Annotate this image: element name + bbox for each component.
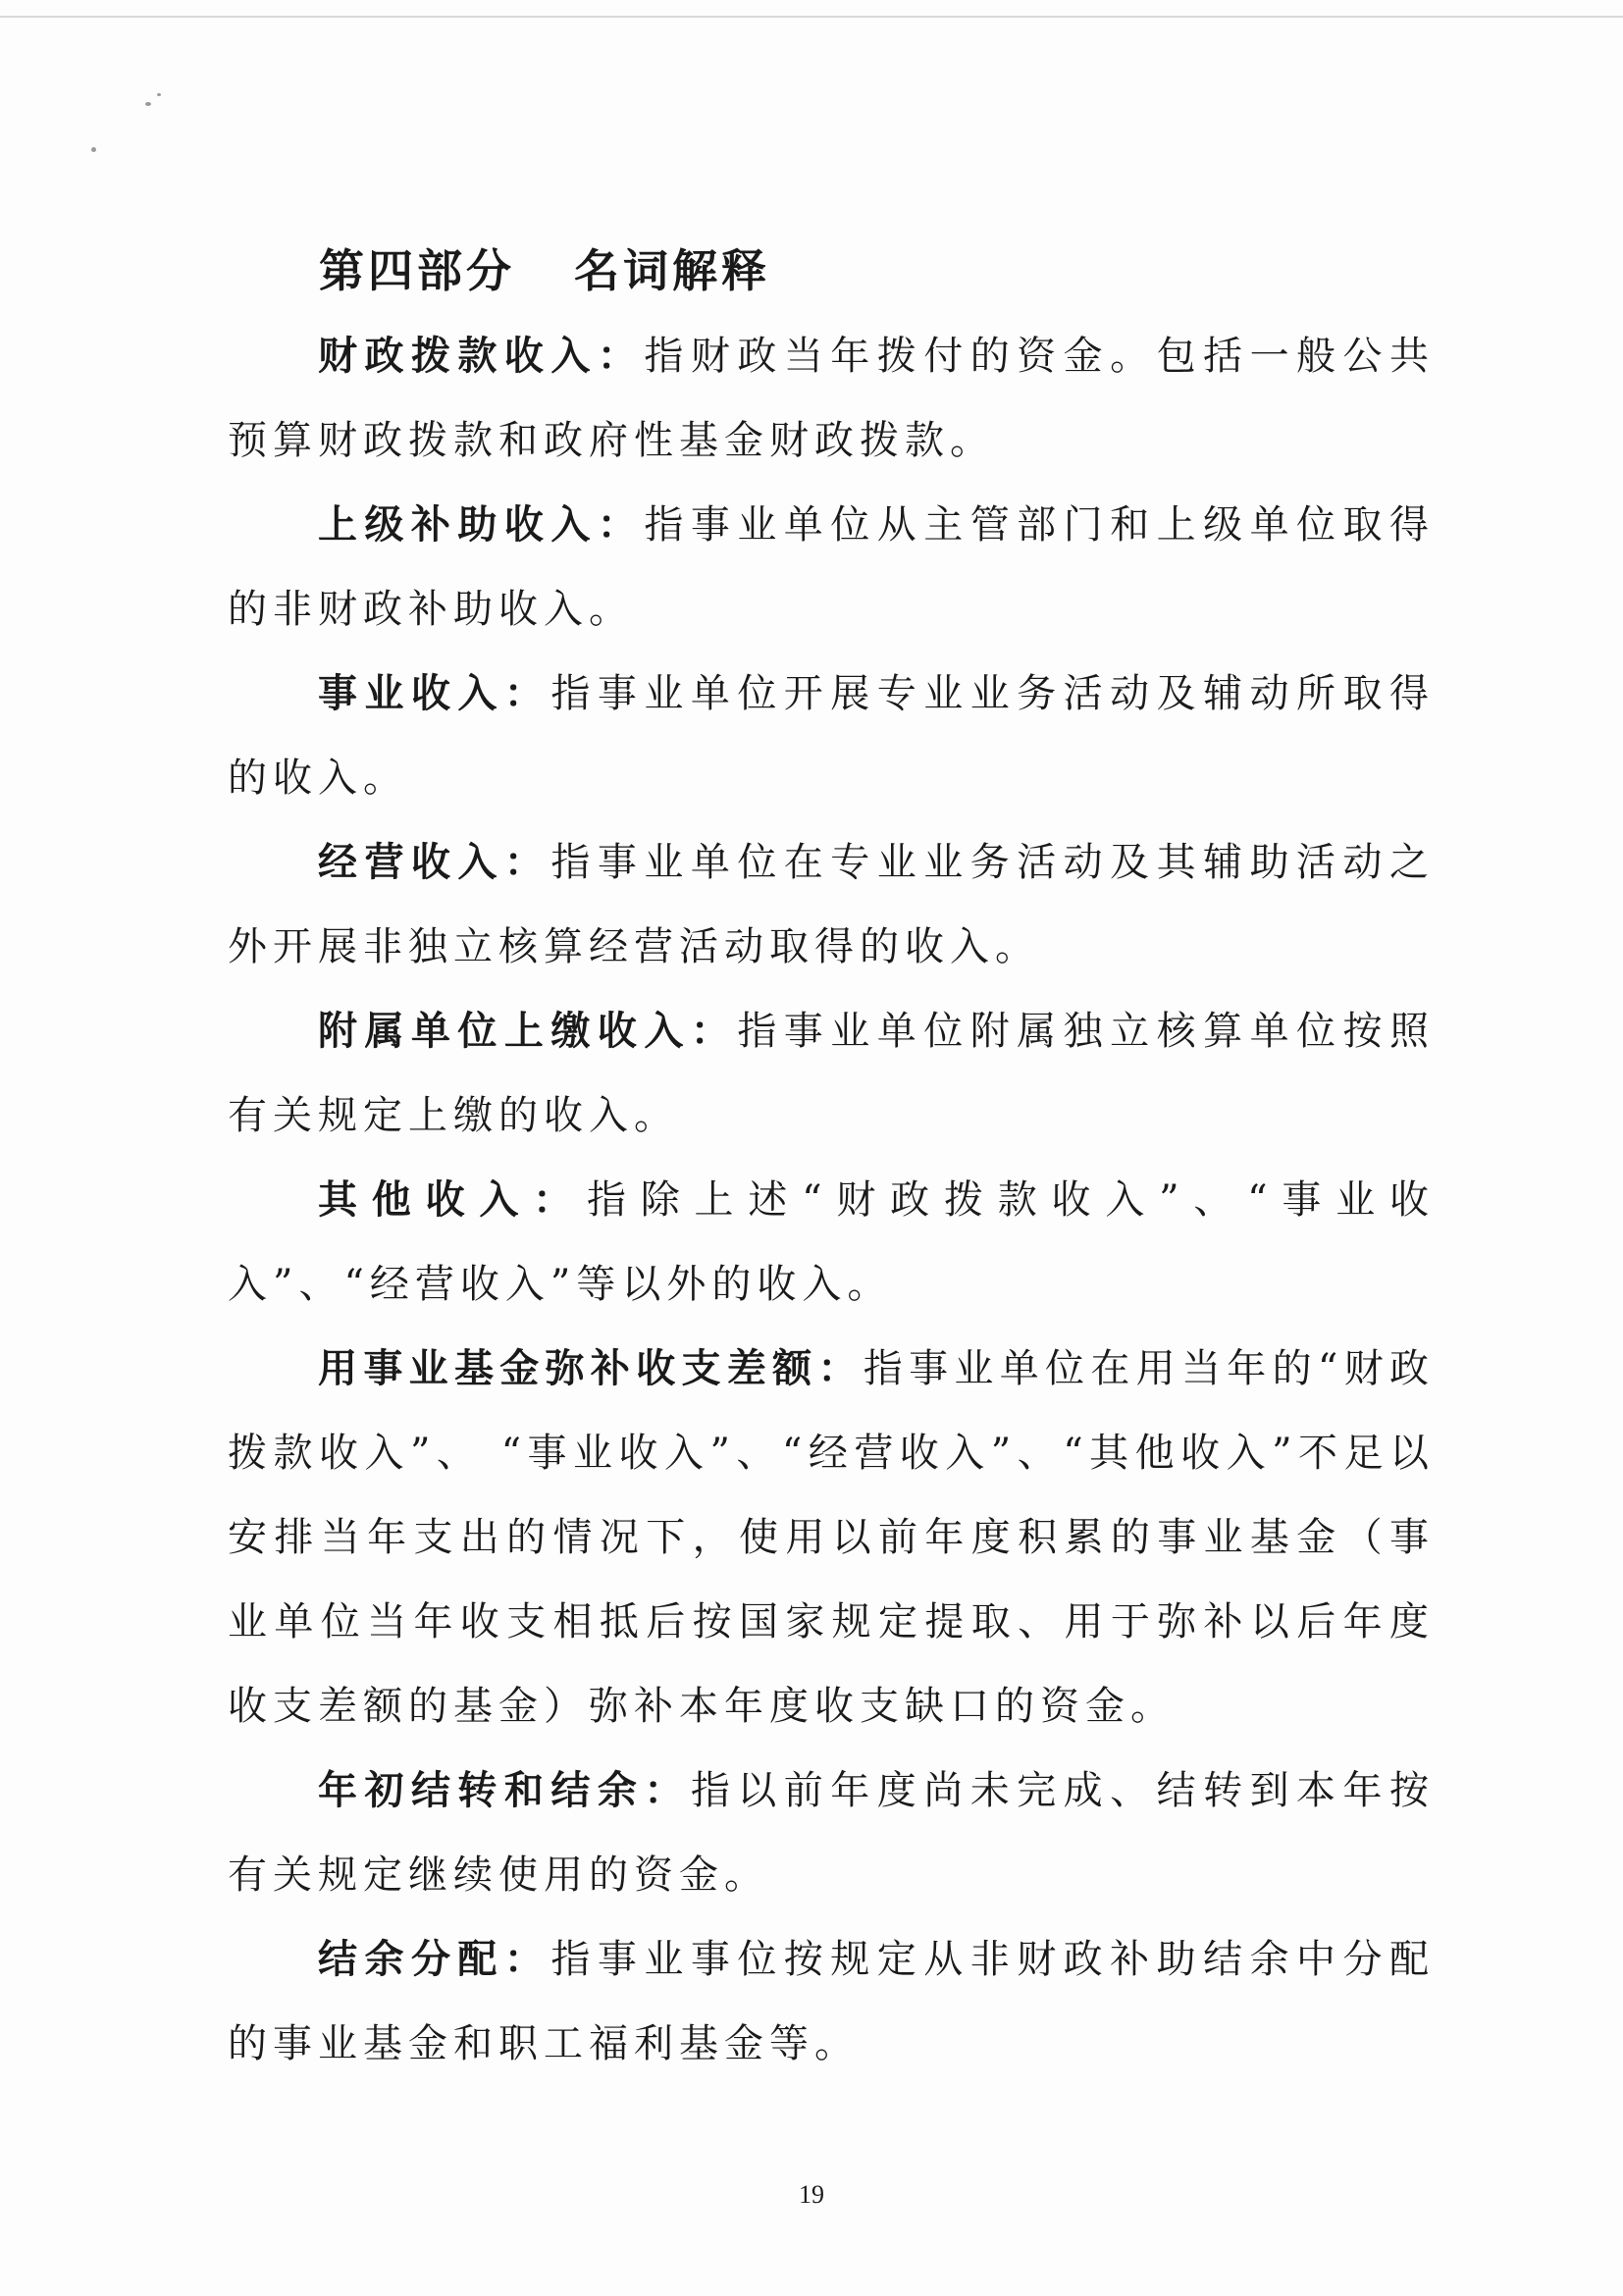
definition-text: 指事业事位按规定从非财政补助结余中分配的事业基金和职工福利基金等。 bbox=[228, 1937, 1436, 2066]
page-number: 19 bbox=[799, 2180, 824, 2209]
definition-text: 指事业单位在专业业务活动及其辅助活动之外开展非独立核算经营活动取得的收入。 bbox=[228, 840, 1436, 969]
definition-text: 指事业单位附属独立核算单位按照有关规定上缴的收入。 bbox=[228, 1009, 1436, 1138]
definition-term: 财政拨款收入： bbox=[318, 333, 645, 379]
definition-term: 事业收入： bbox=[318, 670, 551, 716]
definition-paragraph bbox=[228, 1917, 1435, 2086]
definition-paragraph bbox=[228, 1327, 1435, 1748]
definition-term: 用事业基金弥补收支差额： bbox=[318, 1345, 864, 1391]
definition-term: 年初结转和结余： bbox=[318, 1767, 691, 1813]
definition-paragraph bbox=[228, 483, 1435, 652]
scan-edge-line bbox=[0, 16, 1623, 18]
scan-speck bbox=[91, 147, 96, 152]
definition-paragraph bbox=[228, 989, 1435, 1158]
definition-text: 指以前年度尚未完成、结转到本年按有关规定继续使用的资金。 bbox=[228, 1768, 1436, 1898]
definition-paragraph bbox=[228, 820, 1435, 989]
definition-paragraph bbox=[228, 652, 1435, 820]
definition-term: 上级补助收入： bbox=[318, 501, 645, 548]
definition-paragraph bbox=[228, 314, 1435, 483]
definition-term: 其他收入： bbox=[318, 1176, 587, 1223]
definition-text: 指事业单位开展专业业务活动及辅动所取得的收入。 bbox=[228, 671, 1436, 801]
definitions-list bbox=[228, 314, 1435, 2086]
definition-text: 指财政当年拨付的资金。包括一般公共预算财政拨款和政府性基金财政拨款。 bbox=[228, 334, 1436, 463]
definition-term: 经营收入： bbox=[318, 839, 551, 885]
definition-paragraph bbox=[228, 1158, 1435, 1327]
scan-speck bbox=[157, 93, 161, 96]
section-heading bbox=[319, 235, 770, 300]
definition-text: 指除上述“财政拨款收入”、“事业收入”、“经营收入”等以外的收入。 bbox=[228, 1177, 1435, 1307]
section-part-label: 第四部分 bbox=[319, 244, 515, 297]
section-title: 名词解释 bbox=[574, 244, 770, 297]
definition-text: 指事业单位从主管部门和上级单位取得的非财政补助收入。 bbox=[228, 502, 1436, 632]
definition-text: 指事业单位在用当年的“财政拨款收入”、 “事业收入”、“经营收入”、“其他收入”不足以安排当年支出的情况下，使用以前年度积累的事业基金（事业单位当年收支相抵后按国家规定提取、用于弥补以后年度收支差额的基金）弥补本年度收支缺口的资金。 bbox=[228, 1346, 1436, 1729]
scan-speck bbox=[145, 102, 151, 106]
definition-paragraph bbox=[228, 1748, 1435, 1917]
definition-term: 结余分配： bbox=[318, 1936, 551, 1982]
definition-term: 附属单位上缴收入： bbox=[318, 1008, 738, 1054]
